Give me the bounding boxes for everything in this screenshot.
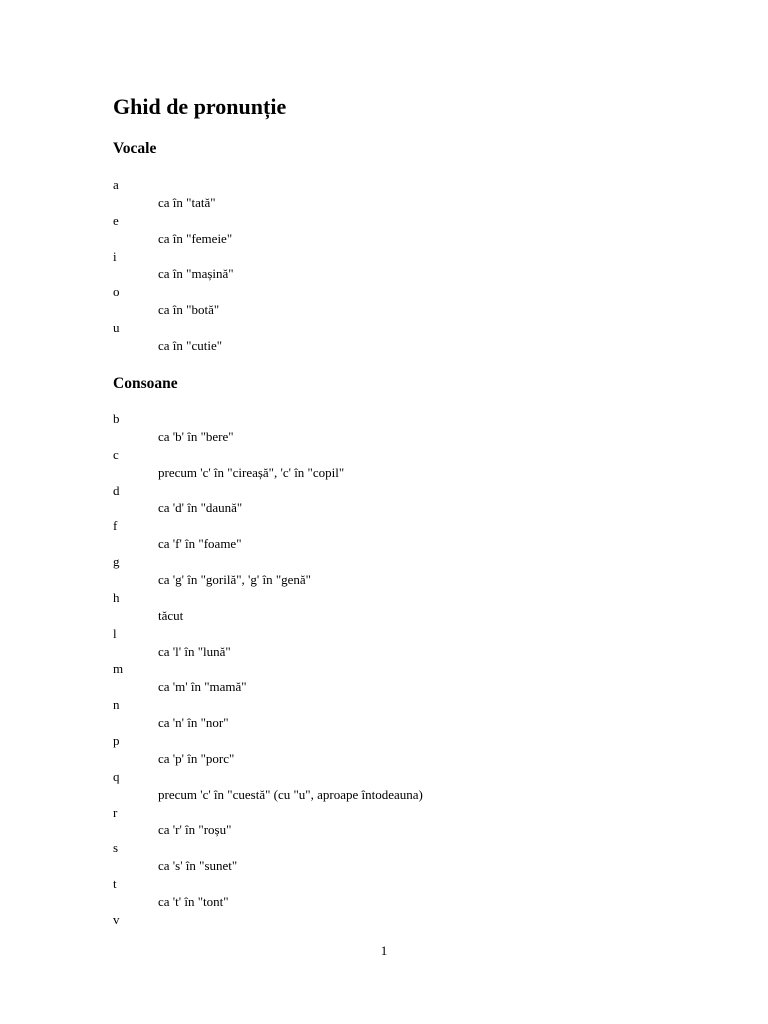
consonant-term: t — [113, 876, 117, 892]
consonant-term: r — [113, 804, 118, 820]
vowel-list — [113, 176, 673, 355]
consonant-term: g — [113, 554, 120, 570]
page-number: 1 — [380, 943, 388, 958]
consonant-description: ca 'p' în "porc" — [158, 750, 235, 766]
consonant-term: c — [113, 446, 119, 462]
consonant-term: q — [113, 768, 120, 784]
vowel-term: i — [113, 248, 117, 264]
consonant-term: f — [113, 518, 118, 534]
consonant-description: ca 'l' în "lună" — [158, 643, 231, 659]
consonant-term: l — [113, 625, 117, 641]
consonant-description: precum 'c' în "cireașă", 'c' în "copil" — [158, 464, 345, 480]
consonant-description: ca 'm' în "mamă" — [158, 679, 247, 695]
consonant-term: m — [113, 661, 124, 677]
consonant-term: h — [113, 589, 120, 605]
vowel-term: u — [113, 320, 120, 336]
consonant-description: ca 's' în "sunet" — [158, 858, 238, 874]
consonant-description: precum 'c' în "cuestă" (cu "u", aproape întodeauna) — [158, 786, 423, 802]
consonant-term: b — [113, 411, 120, 426]
consonant-term: p — [113, 733, 120, 749]
consonant-description: ca 'n' în "nor" — [158, 715, 229, 731]
consonant-description: tăcut — [158, 607, 184, 623]
vowel-description: ca în "tată" — [158, 194, 216, 210]
consonant-term: d — [113, 482, 120, 498]
consonant-list — [113, 410, 673, 929]
consonant-description: ca 'b' în "bere" — [158, 428, 234, 444]
consonant-term: v — [113, 911, 120, 927]
vowel-description: ca în "botă" — [158, 302, 220, 318]
vowel-description: ca în "femeie" — [158, 230, 233, 246]
page-title: Ghid de pronunție — [113, 94, 287, 119]
vowel-term: o — [113, 284, 120, 300]
vowel-description: ca în "cutie" — [158, 338, 223, 354]
consonant-term: s — [113, 840, 119, 856]
vowel-term: e — [113, 212, 119, 228]
consonant-description: ca 'r' în "roșu" — [158, 822, 232, 838]
consonant-term: n — [113, 697, 120, 713]
section-heading-consoane: Consoane — [113, 375, 178, 392]
consonant-description: ca 't' în "tont" — [158, 894, 229, 910]
section-heading-vocale: Vocale — [113, 140, 157, 157]
vowel-term: a — [113, 177, 119, 192]
consonant-description: ca 'f' în "foame" — [158, 536, 242, 552]
vowel-description: ca în "mașină" — [158, 266, 234, 282]
consonant-description: ca 'g' în "gorilă", 'g' în "genă" — [158, 572, 311, 588]
consonant-description: ca 'd' în "daună" — [158, 500, 243, 516]
